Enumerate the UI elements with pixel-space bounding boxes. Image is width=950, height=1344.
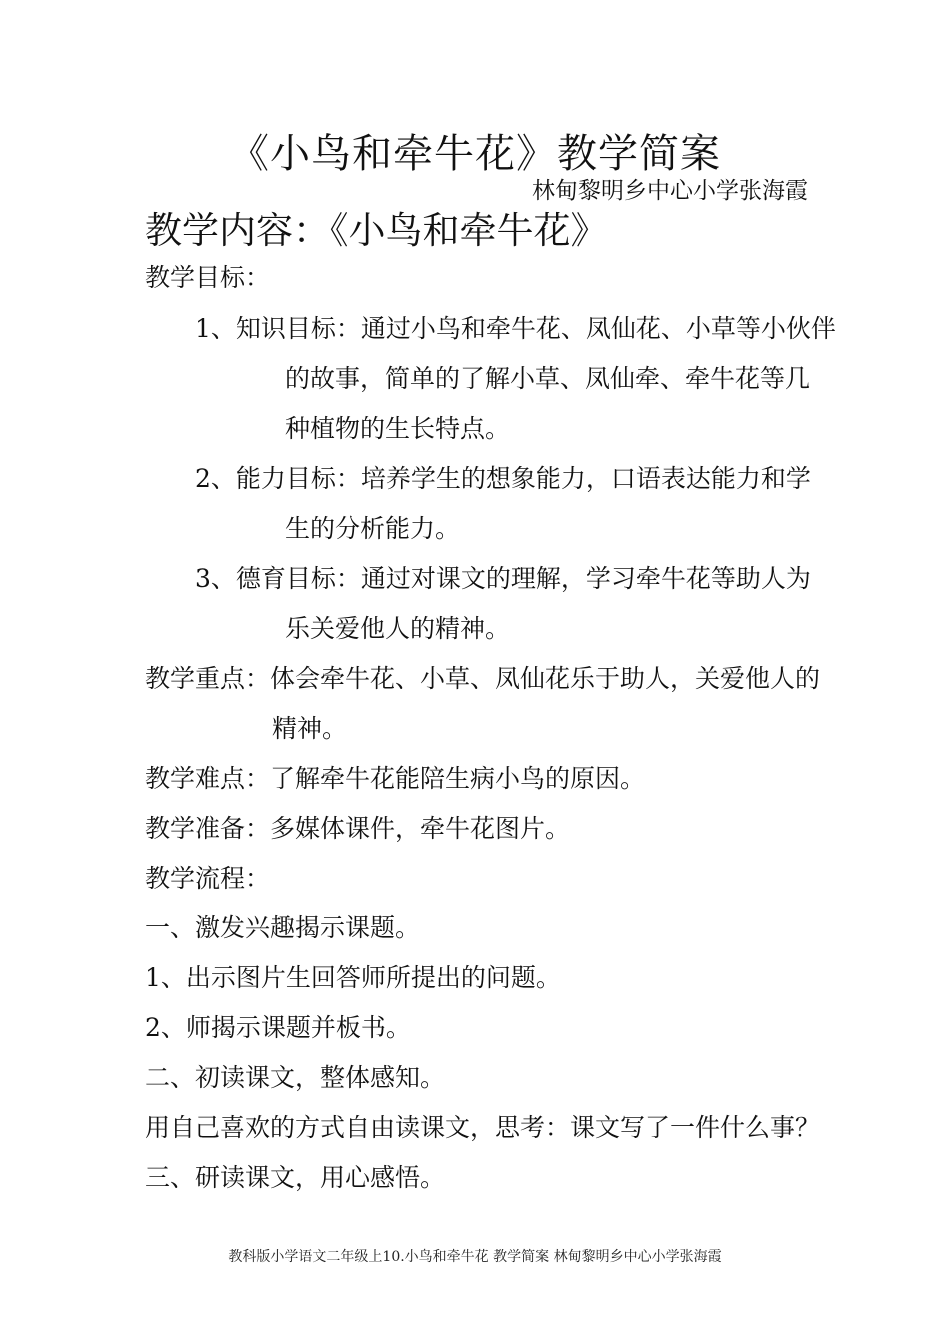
teaching-content: 教学内容：《小鸟和牵牛花》 xyxy=(145,209,608,252)
step-1-item-2: 2、师揭示课题并板书。 xyxy=(145,1013,411,1042)
step-3-heading: 三、研读课文，用心感悟。 xyxy=(145,1163,446,1192)
key-point-line-1: 教学重点：体会牵牛花、小草、凤仙花乐于助人，关爱他人的 xyxy=(145,664,821,693)
objective-1-line-3: 种植物的生长特点。 xyxy=(285,414,511,443)
page-footer: 教科版小学语文二年级上10.小鸟和牵牛花 教学简案 林甸黎明乡中心小学张海霞 xyxy=(228,1249,722,1265)
step-1-item-1: 1、出示图片生回答师所提出的问题。 xyxy=(145,963,561,992)
page-title: 《小鸟和牵牛花》教学简案 xyxy=(229,131,721,177)
objective-2-line-1: 2、能力目标：培养学生的想象能力，口语表达能力和学 xyxy=(195,464,811,493)
objective-2-line-2: 生的分析能力。 xyxy=(285,514,461,543)
step-2-text: 用自己喜欢的方式自由读课文，思考：课文写了一件什么事？ xyxy=(145,1113,821,1142)
author-line: 林甸黎明乡中心小学张海霞 xyxy=(532,178,808,204)
preparation-line: 教学准备：多媒体课件，牵牛花图片。 xyxy=(145,814,571,843)
difficulty-line: 教学难点：了解牵牛花能陪生病小鸟的原因。 xyxy=(145,764,646,793)
objective-1-line-1: 1、知识目标：通过小鸟和牵牛花、凤仙花、小草等小伙伴 xyxy=(195,314,836,343)
objective-3-line-2: 乐关爱他人的精神。 xyxy=(285,614,511,643)
objective-3-line-1: 3、德育目标：通过对课文的理解，学习牵牛花等助人为 xyxy=(195,564,811,593)
key-point-line-2: 精神。 xyxy=(272,714,348,743)
process-heading: 教学流程： xyxy=(145,864,271,893)
objectives-heading: 教学目标： xyxy=(145,263,271,292)
objective-1-line-2: 的故事，简单的了解小草、凤仙牵、牵牛花等几 xyxy=(285,364,811,393)
step-1-heading: 一、激发兴趣揭示课题。 xyxy=(145,913,421,942)
step-2-heading: 二、初读课文，整体感知。 xyxy=(145,1063,446,1092)
